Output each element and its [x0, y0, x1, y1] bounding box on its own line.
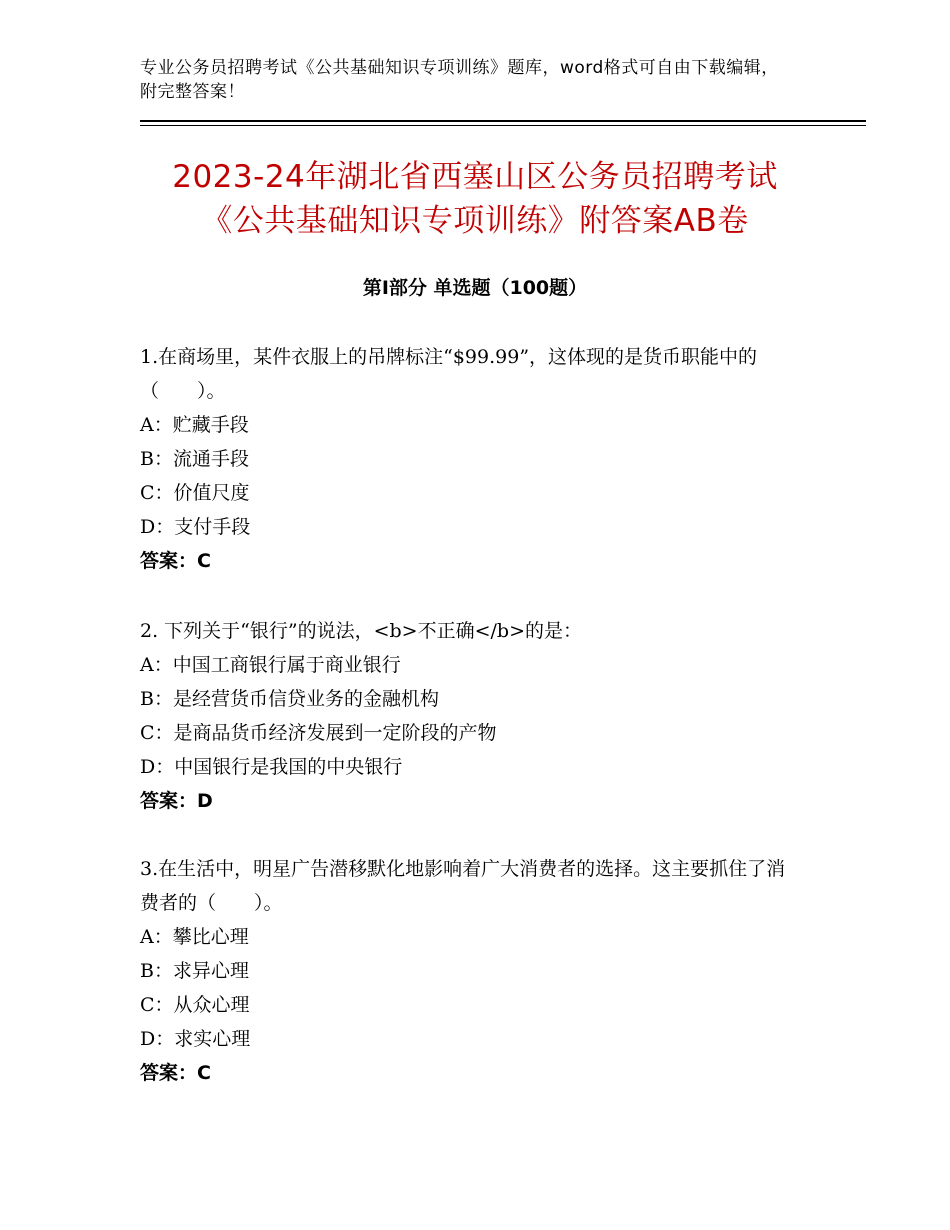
- document-title-line-1: 2023-24年湖北省西塞山区公务员招聘考试: [172, 159, 778, 195]
- option-c: C：是商品货币经济发展到一定阶段的产物: [140, 722, 497, 744]
- question-block: [140, 340, 800, 578]
- option-b: B：是经营货币信贷业务的金融机构: [140, 688, 439, 710]
- option-d: D：支付手段: [140, 516, 251, 538]
- question-stem: 1.在商场里，某件衣服上的吊牌标注“$99.99”，这体现的是货币职能中的（ ）。: [140, 346, 758, 402]
- option-d: D：中国银行是我国的中央银行: [140, 756, 403, 778]
- option-a: A：贮藏手段: [140, 414, 249, 436]
- option-a: A：攀比心理: [140, 926, 249, 948]
- header-divider-thin: [140, 125, 866, 126]
- question-answer: 答案：C: [140, 1062, 211, 1084]
- document-title-line-2: 《公共基础知识专项训练》附答案AB卷: [201, 203, 749, 239]
- option-b: B：求异心理: [140, 960, 249, 982]
- option-b: B：流通手段: [140, 448, 249, 470]
- document-title: [100, 155, 850, 243]
- option-d: D：求实心理: [140, 1028, 251, 1050]
- question-answer: 答案：C: [140, 550, 211, 572]
- question-block: [140, 614, 800, 818]
- option-a: A：中国工商银行属于商业银行: [140, 654, 401, 676]
- header-note: 专业公务员招聘考试《公共基础知识专项训练》题库，word格式可自由下载编辑，附完整答案！: [140, 58, 779, 102]
- question-answer: 答案：D: [140, 790, 213, 812]
- option-c: C：价值尺度: [140, 482, 250, 504]
- question-stem: 3.在生活中，明星广告潜移默化地影响着广大消费者的选择。这主要抓住了消费者的（ ）。: [140, 858, 786, 914]
- question-stem: 2. 下列关于“银行”的说法，<b>不正确</b>的是：: [140, 620, 583, 642]
- question-block: [140, 852, 800, 1090]
- option-c: C：从众心理: [140, 994, 250, 1016]
- header-divider-thick: [140, 120, 866, 122]
- section-heading: 第Ⅰ部分 单选题（100题）: [362, 277, 588, 299]
